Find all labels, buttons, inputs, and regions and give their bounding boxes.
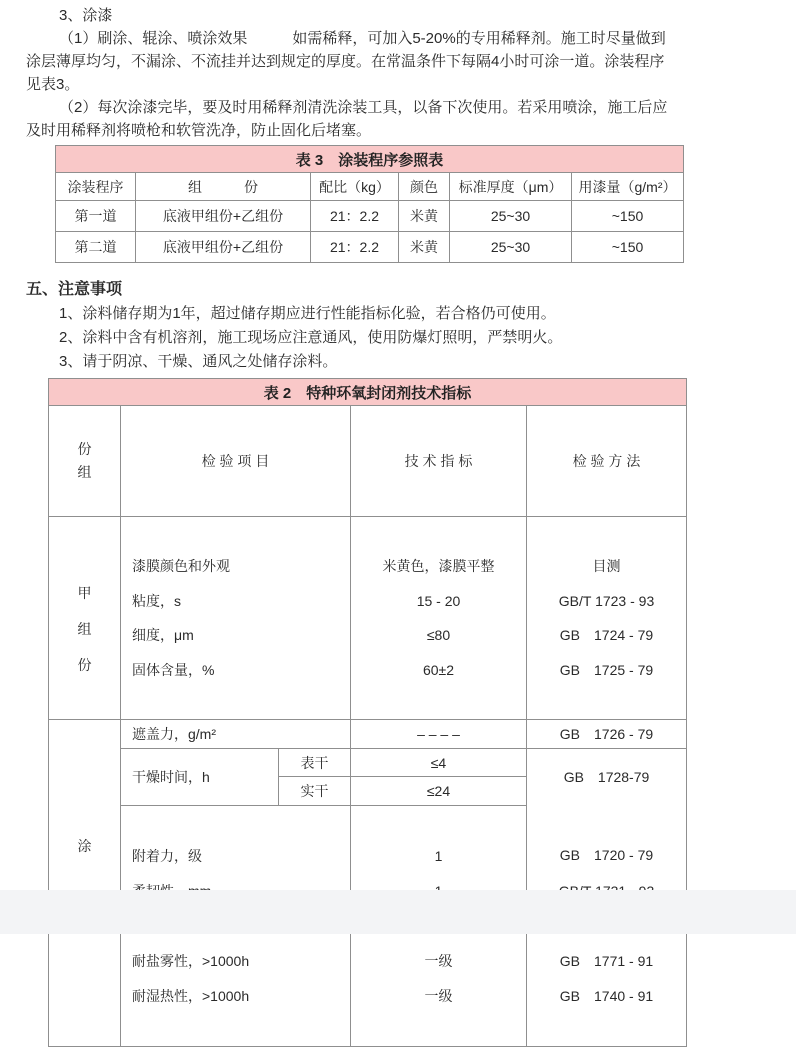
spec-value: 一级	[424, 988, 453, 1005]
t3-header-cell: 组 份	[136, 173, 311, 201]
group-label-char: 涂	[77, 838, 92, 854]
item-label: 耐湿热性，>1000h	[132, 988, 250, 1005]
item-label: 干燥时间，h	[121, 749, 279, 806]
t3-header-cell: 用漆量（g/m²）	[572, 173, 684, 201]
item-label: 附着力，级	[132, 847, 202, 864]
spec-value: ≤80	[426, 627, 451, 644]
t3-cell: 25~30	[450, 201, 572, 232]
note-item: 1、涂料储存期为1年，超过储存期应进行性能指标化验，若合格仍可使用。	[59, 305, 556, 322]
technical-spec-table	[48, 378, 687, 1047]
t3-cell: ~150	[572, 232, 684, 263]
intro-paragraph-line: 见表3。	[26, 76, 80, 93]
method-value: GB 1728-79	[527, 749, 687, 806]
item-label: 遮盖力，g/m²	[121, 720, 351, 749]
item-list	[121, 549, 350, 687]
method-value: GB 1725 - 79	[559, 661, 654, 678]
spec-value: 1	[434, 847, 443, 864]
notes-heading: 五、注意事项	[26, 281, 123, 298]
t3-header-cell: 颜色	[399, 173, 450, 201]
table-row	[49, 720, 687, 749]
item-label: 细度，μm	[132, 627, 194, 644]
sub-item-label: 实干	[279, 777, 351, 806]
method-value: GB 1771 - 91	[559, 952, 654, 969]
table-row	[56, 232, 684, 263]
t3-cell: 第二道	[56, 232, 136, 263]
t3-cell: 21：2.2	[311, 232, 399, 263]
t3-cell: ~150	[572, 201, 684, 232]
t2-header-cell: 技 术 指 标	[351, 406, 527, 517]
item-label: 耐盐雾性，>1000h	[132, 953, 250, 970]
group-label-char: 甲	[77, 585, 92, 601]
table-row	[49, 379, 687, 406]
spec-value: 米黄色，漆膜平整	[382, 558, 495, 575]
corner-label	[49, 438, 120, 484]
method-value: GB 1740 - 91	[559, 988, 654, 1005]
table3-title: 表 3 涂装程序参照表	[56, 146, 684, 173]
spec-value: ≤24	[351, 777, 527, 806]
method-value: 目测	[592, 558, 621, 575]
spec-value: 60±2	[422, 661, 455, 678]
method-list	[527, 549, 686, 687]
note-item: 2、涂料中含有机溶剂，施工现场应注意通风，使用防爆灯照明，严禁明火。	[59, 329, 563, 346]
item-label: 漆膜颜色和外观	[132, 558, 230, 575]
table-row	[56, 201, 684, 232]
t3-cell: 底液甲组份+乙组份	[136, 232, 311, 263]
table2-title: 表 2 特种环氧封闭剂技术指标	[49, 379, 687, 406]
t3-header-cell: 涂装程序	[56, 173, 136, 201]
intro-paragraph-line: （2）每次涂漆完毕，要及时用稀释剂清洗涂装工具，以备下次使用。若采用喷涂，施工后应	[59, 99, 668, 116]
footer-band	[0, 890, 796, 934]
t2-method-list-cell	[527, 517, 687, 720]
t2-header-cell: 检 验 方 法	[527, 406, 687, 517]
method-value: GB 1720 - 79	[559, 847, 654, 864]
sub-item-label: 表干	[279, 749, 351, 777]
notes-section	[0, 263, 796, 374]
t2-spec-list-cell	[351, 517, 527, 720]
item-label: 固体含量，%	[132, 661, 215, 678]
method-value: GB 1726 - 79	[527, 720, 687, 749]
t3-cell: 底液甲组份+乙组份	[136, 201, 311, 232]
t2-header-cell: 检 验 项 目	[121, 406, 351, 517]
spec-value: – – – –	[351, 720, 527, 749]
group-label-char: 组	[77, 621, 92, 637]
intro-paragraph-line: （1）刷涂、辊涂、喷涂效果 如需稀释，可加入5-20%的专用稀释剂。施工时尽量做到	[59, 30, 666, 47]
intro-section	[0, 0, 796, 142]
method-value: GB 1724 - 79	[559, 627, 654, 644]
group-label-char: 份	[77, 657, 92, 673]
method-value: GB/T 1723 - 93	[558, 592, 655, 609]
t3-cell: 第一道	[56, 201, 136, 232]
note-item: 3、请于阴凉、干燥、通风之处储存涂料。	[59, 353, 338, 370]
spec-value: ≤4	[351, 749, 527, 777]
group-b-label-cell	[49, 720, 121, 1047]
table-row	[49, 517, 687, 720]
t3-cell: 21：2.2	[311, 201, 399, 232]
t3-cell: 25~30	[450, 232, 572, 263]
spec-value: 15 - 20	[416, 592, 461, 609]
group-a-label	[49, 553, 120, 683]
item-label: 粘度，s	[132, 592, 181, 609]
corner-label-char: 组	[77, 464, 92, 480]
t3-header-cell: 标准厚度（μm）	[450, 173, 572, 201]
table-row	[49, 406, 687, 517]
spec-value: 一级	[424, 953, 453, 970]
spec-list	[351, 549, 526, 687]
t3-cell: 米黄	[399, 232, 450, 263]
table-row	[56, 146, 684, 173]
table-row	[49, 749, 687, 777]
intro-heading: 3、涂漆	[59, 7, 113, 24]
t2-corner-header	[49, 406, 121, 517]
intro-paragraph-line: 涂层薄厚均匀，不漏涂、不流挂并达到规定的厚度。在常温条件下每隔4小时可涂一道。涂装程序	[26, 53, 665, 70]
coating-procedure-table	[55, 145, 684, 263]
intro-paragraph-line: 及时用稀释剂将喷枪和软管洗净，防止固化后堵塞。	[26, 122, 372, 139]
corner-label-char: 份	[77, 441, 92, 457]
t3-header-cell: 配比（kg）	[311, 173, 399, 201]
t3-cell: 米黄	[399, 201, 450, 232]
t2-item-list-cell	[121, 517, 351, 720]
group-a-label-cell	[49, 517, 121, 720]
table-row	[56, 173, 684, 201]
